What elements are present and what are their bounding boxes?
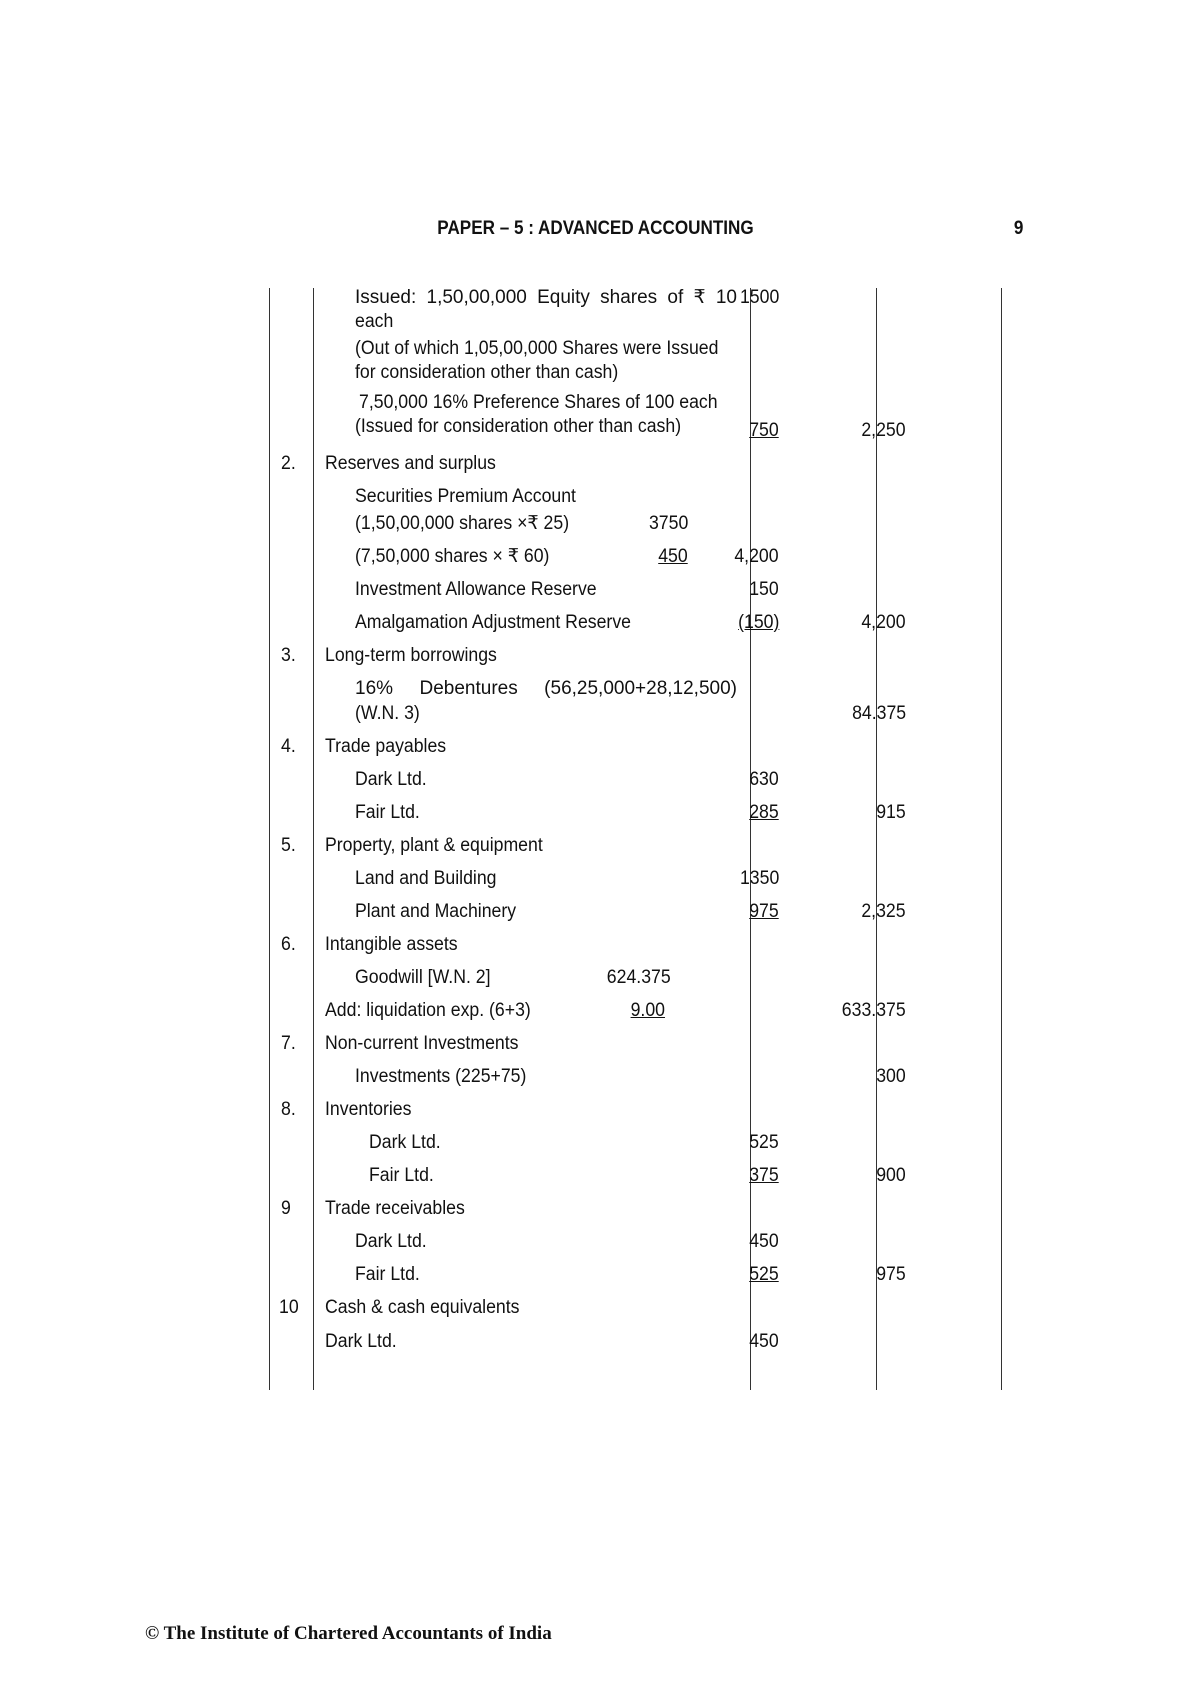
notes-table (269, 288, 1002, 1390)
reserves-total: 4,200 (861, 612, 906, 633)
note-number-2: 2. (281, 453, 296, 474)
page-title: PAPER – 5 : ADVANCED ACCOUNTING (437, 218, 754, 239)
securities-premium-label: Securities Premium Account (355, 486, 576, 507)
trade-receivables-heading: Trade receivables (325, 1198, 465, 1219)
inventories-dark: Dark Ltd. (369, 1132, 441, 1153)
inventories-fair: Fair Ltd. (369, 1165, 434, 1186)
trade-receivables-dark: Dark Ltd. (355, 1231, 427, 1252)
trade-receivables-fair: Fair Ltd. (355, 1264, 420, 1285)
note-number-10: 10 (279, 1297, 299, 1318)
copyright-footer: © The Institute of Chartered Accountants of India (145, 1623, 552, 1644)
trade-payables-heading: Trade payables (325, 736, 447, 757)
liquidation-expense-amount: 9.00 (630, 1000, 665, 1021)
issued-amount: 1500 (739, 287, 779, 308)
trade-payables-fair-amount: 285 (749, 802, 779, 823)
note-number-8: 8. (281, 1099, 296, 1120)
goodwill-amount: 624.375 (607, 967, 671, 988)
table-divider-description (750, 288, 751, 1390)
investments-label: Investments (225+75) (355, 1066, 527, 1087)
ppe-heading: Property, plant & equipment (325, 835, 543, 856)
securities-premium-total: 4,200 (734, 546, 779, 567)
note-number-9: 9 (281, 1198, 291, 1219)
plant-machinery-amount: 975 (749, 901, 779, 922)
non-current-investments-heading: Non-current Investments (325, 1033, 519, 1054)
issued-line-4: for consideration other than cash) (355, 362, 619, 383)
investment-allowance-amount: 150 (749, 579, 779, 600)
plant-machinery-label: Plant and Machinery (355, 901, 517, 922)
non-current-investments-total: 300 (876, 1066, 906, 1087)
table-divider-number (313, 288, 314, 1390)
intangible-assets-heading: Intangible assets (325, 934, 458, 955)
amalgamation-adjustment-label: Amalgamation Adjustment Reserve (355, 612, 631, 633)
note-number-5: 5. (281, 835, 296, 856)
trade-payables-fair: Fair Ltd. (355, 802, 420, 823)
intangible-assets-total: 633.375 (842, 1000, 906, 1021)
note-number-3: 3. (281, 645, 296, 666)
table-divider-amount (876, 288, 877, 1390)
cash-heading: Cash & cash equivalents (325, 1297, 520, 1318)
ppe-total: 2,325 (861, 901, 906, 922)
preference-line-1: 7,50,000 16% Preference Shares of 100 each (359, 392, 718, 413)
page-number: 9 (1013, 218, 1024, 239)
cash-dark-amount: 450 (749, 1331, 779, 1352)
trade-payables-total: 915 (876, 802, 906, 823)
preference-line-2: (Issued for consideration other than cash) (355, 416, 682, 437)
debentures-line-2: (W.N. 3) (355, 703, 420, 724)
issued-line-3: (Out of which 1,05,00,000 Shares were Issued (355, 338, 719, 359)
inventories-heading: Inventories (325, 1099, 412, 1120)
amalgamation-adjustment-amount: (150) (737, 612, 779, 633)
trade-receivables-total: 975 (876, 1264, 906, 1285)
note-number-6: 6. (281, 934, 296, 955)
inventories-fair-amount: 375 (749, 1165, 779, 1186)
page-header (60, 218, 1132, 244)
share-capital-total: 2,250 (861, 420, 906, 441)
inventories-dark-amount: 525 (749, 1132, 779, 1153)
table-border-left (269, 288, 270, 1390)
trade-receivables-fair-amount: 525 (749, 1264, 779, 1285)
inventories-total: 900 (876, 1165, 906, 1186)
table-border-right (1001, 288, 1002, 1390)
liquidation-expense-label: Add: liquidation exp. (6+3) (325, 1000, 531, 1021)
securities-premium-preference-amount: 450 (658, 546, 688, 567)
reserves-heading: Reserves and surplus (325, 453, 496, 474)
securities-premium-equity: (1,50,00,000 shares ×₹ 25) (355, 513, 570, 534)
trade-receivables-dark-amount: 450 (749, 1231, 779, 1252)
land-building-amount: 1350 (739, 868, 779, 889)
cash-dark: Dark Ltd. (325, 1331, 397, 1352)
long-term-borrowings-heading: Long-term borrowings (325, 645, 497, 666)
securities-premium-preference: (7,50,000 shares × ₹ 60) (355, 546, 550, 567)
note-number-4: 4. (281, 736, 296, 757)
land-building-label: Land and Building (355, 868, 497, 889)
securities-premium-equity-amount: 3750 (648, 513, 688, 534)
debentures-line-1: 16% Debentures (56,25,000+28,12,500) (355, 678, 737, 699)
investment-allowance-label: Investment Allowance Reserve (355, 579, 597, 600)
issued-line-2: each (355, 311, 394, 332)
preference-amount: 750 (749, 420, 779, 441)
trade-payables-dark: Dark Ltd. (355, 769, 427, 790)
note-number-7: 7. (281, 1033, 296, 1054)
long-term-borrowings-total: 84.375 (851, 703, 906, 724)
issued-line-1: Issued: 1,50,00,000 Equity shares of ₹ 10 (355, 287, 737, 308)
trade-payables-dark-amount: 630 (749, 769, 779, 790)
goodwill-label: Goodwill [W.N. 2] (355, 967, 491, 988)
